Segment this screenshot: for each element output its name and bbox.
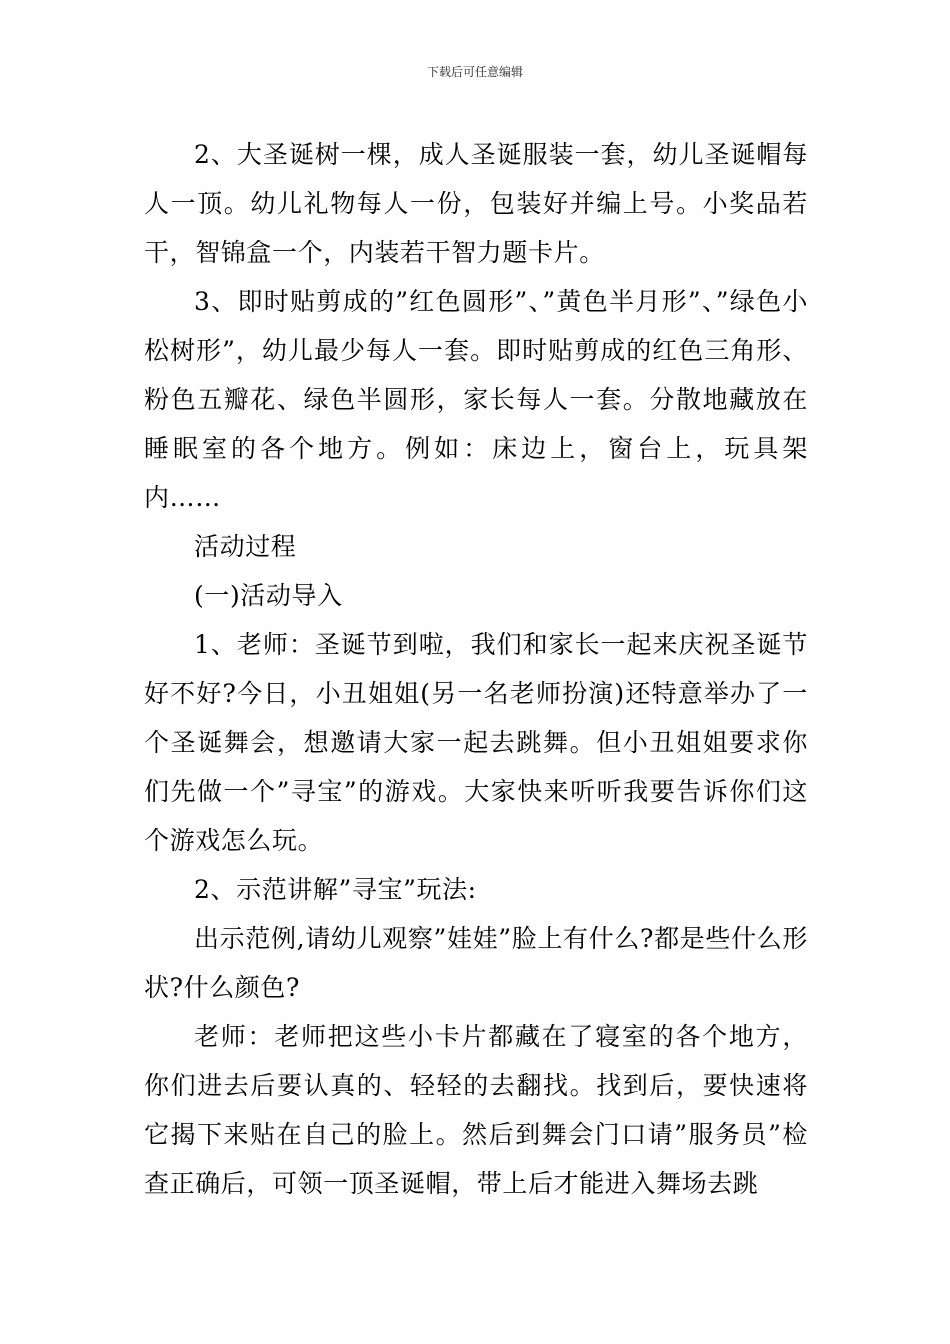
paragraph-intro-2: 2、示范讲解”寻宝”玩法: <box>194 875 477 904</box>
paragraph-materials-2: 2、大圣诞树一棵，成人圣诞服装一套，幼儿圣诞帽每人一顶。幼儿礼物每人一份，包装好并编上号。小奖品若干，智锦盒一个，内装若干智力题卡片。 <box>144 140 808 267</box>
paragraph-materials-3: 3、即时贴剪成的”红色圆形”、”黄色半月形”、”绿色小松树形”，幼儿最少每人一套。即时贴剪成的红色三角形、粉色五瓣花、绿色半圆形，家长每人一套。分散地藏放在睡眠室的各个地方。例如：床边上，窗台上，玩具架内…… <box>144 287 808 512</box>
subheading-activity-intro: (一)活动导入 <box>194 581 343 610</box>
paragraph-demo: 出示范例,请幼儿观察”娃娃”脸上有什么?都是些什么形状?什么颜色? <box>144 924 808 1002</box>
paragraph-intro-1: 1、老师：圣诞节到啦，我们和家长一起来庆祝圣诞节好不好?今日，小丑姐姐(另一名老师扮演)还特意举办了一个圣诞舞会，想邀请大家一起去跳舞。但小丑姐姐要求你们先做一个”寻宝”的游戏。大家快来听听我要告诉你们这个游戏怎么玩。 <box>144 630 808 855</box>
page-header: 下载后可任意编辑 <box>426 65 523 79</box>
document-body <box>144 130 808 1208</box>
section-heading-activity-process: 活动过程 <box>194 532 297 561</box>
paragraph-teacher-instructions: 老师：老师把这些小卡片都藏在了寝室的各个地方，你们进去后要认真的、轻轻的去翻找。找到后，要快速将它揭下来贴在自己的脸上。然后到舞会门口请”服务员”检查正确后，可领一顶圣诞帽，带上后才能进入舞场去跳 <box>144 1022 808 1198</box>
